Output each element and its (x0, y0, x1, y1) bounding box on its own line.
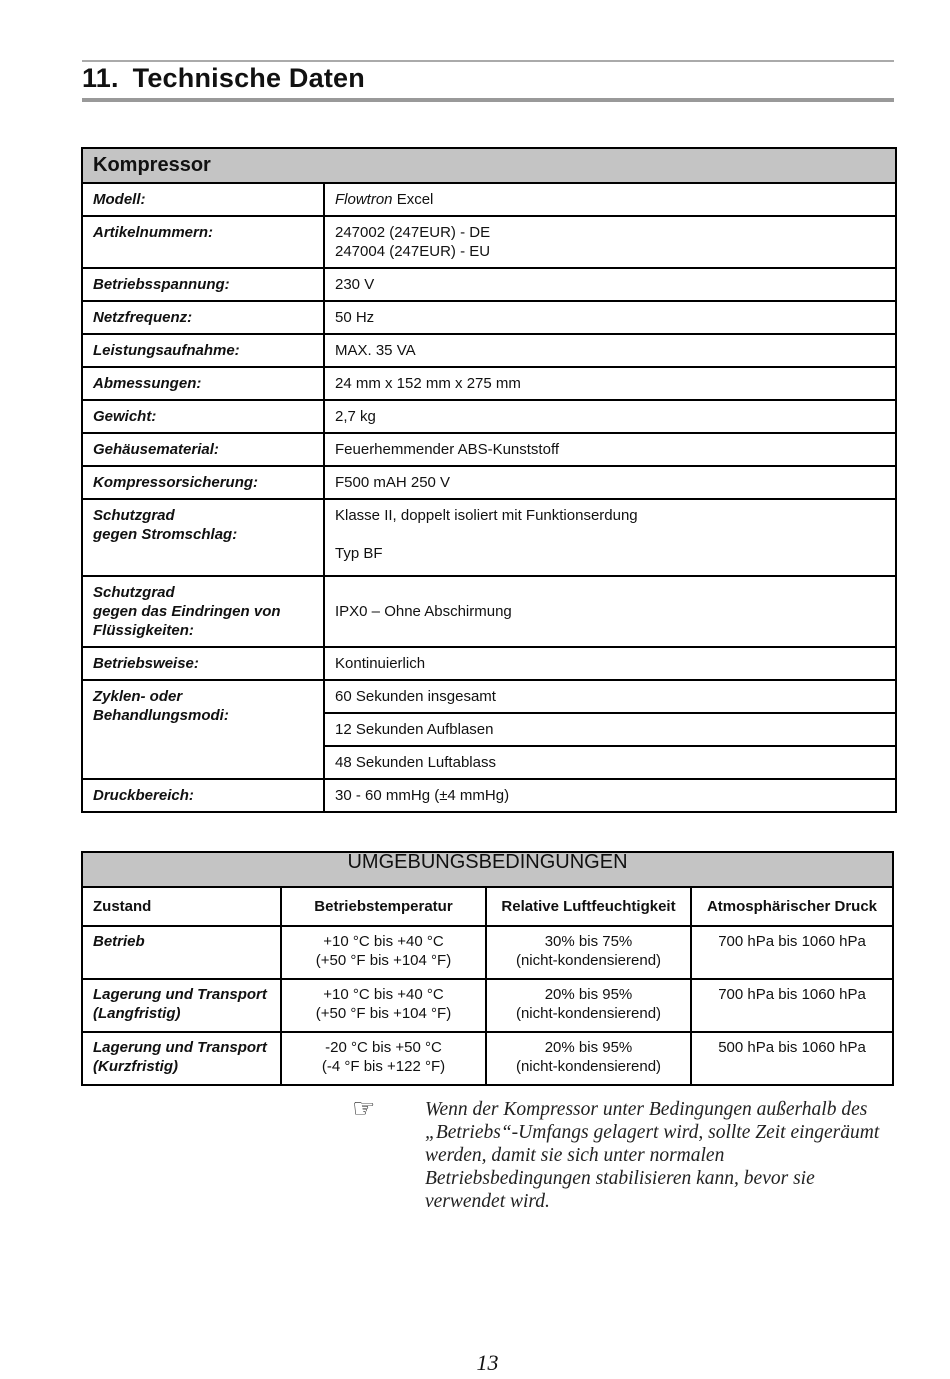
table-row (82, 334, 896, 367)
artikel-label: Artikelnummern: (82, 216, 324, 268)
feuchtigkeit-range: 20% bis 95% (544, 986, 633, 1003)
schutz-fluessig-label-line: Flüssigkeiten: (93, 622, 194, 639)
leistung-value: MAX. 35 VA (324, 334, 896, 367)
schutz-strom-label-line: gegen Stromschlag: (93, 526, 238, 543)
frequenz-value: 50 Hz (324, 301, 896, 334)
feuchtigkeit-note: (nicht-kondensierend) (515, 952, 662, 969)
table-row (82, 499, 896, 576)
schutz-strom-typ: Typ BF (335, 545, 383, 562)
artikel-number-eu: 247004 (247EUR) - EU (335, 243, 491, 260)
schutz-fluessig-label (82, 576, 324, 647)
temperatur-cell (281, 1032, 486, 1085)
spannung-label: Betriebsspannung: (82, 268, 324, 301)
leistung-label: Leistungsaufnahme: (82, 334, 324, 367)
zustand-line: Lagerung und Transport (93, 986, 267, 1003)
modell-label: Modell: (82, 183, 324, 216)
page-number: 13 (476, 1350, 499, 1375)
zustand-line: Lagerung und Transport (93, 1039, 267, 1056)
gehaeuse-value: Feuerhemmender ABS-Kunststoff (324, 433, 896, 466)
zyklen-luftablass: 48 Sekunden Luftablass (324, 746, 896, 779)
table-row (82, 1032, 893, 1085)
betriebsweise-value: Kontinuierlich (324, 647, 896, 680)
temperatur-cell (281, 926, 486, 979)
temperatur-fahrenheit: (-4 °F bis +122 °F) (321, 1058, 446, 1075)
temperatur-celsius: -20 °C bis +50 °C (325, 1039, 442, 1056)
section-number: 11. (82, 63, 119, 93)
table-row (82, 979, 893, 1032)
feuchtigkeit-note: (nicht-kondensierend) (515, 1058, 662, 1075)
schutz-strom-klasse: Klasse II, doppelt isoliert mit Funktionserdung (335, 507, 638, 524)
feuchtigkeit-range: 30% bis 75% (544, 933, 633, 950)
table-row (82, 466, 896, 499)
column-header-druck: Atmosphärischer Druck (691, 887, 893, 926)
schutz-strom-value (324, 499, 896, 576)
schutz-fluessig-value: IPX0 – Ohne Abschirmung (324, 576, 896, 647)
table-row (82, 400, 896, 433)
pointing-hand-icon: ☞ (352, 1094, 376, 1124)
table-header-row (82, 887, 893, 926)
schutz-strom-label-line: Schutzgrad (93, 507, 175, 524)
zyklen-label-line: Zyklen- oder (93, 688, 183, 705)
abmessungen-label: Abmessungen: (82, 367, 324, 400)
zustand-cell (82, 979, 281, 1032)
column-header-feuchtigkeit: Relative Luftfeuchtigkeit (486, 887, 691, 926)
sicherung-label: Kompressorsicherung: (82, 466, 324, 499)
zyklen-label-line: Behandlungsmodi: (93, 707, 229, 724)
zustand-line: Betrieb (93, 933, 145, 950)
table-row (82, 268, 896, 301)
table-row (82, 301, 896, 334)
schutz-fluessig-label-line: gegen das Eindringen von (93, 603, 281, 620)
column-header-temperatur: Betriebstemperatur (281, 887, 486, 926)
zyklen-aufblasen: 12 Sekunden Aufblasen (324, 713, 896, 746)
feuchtigkeit-cell (486, 979, 691, 1032)
zyklen-gesamt: 60 Sekunden insgesamt (324, 680, 896, 713)
sicherung-value: F500 mAH 250 V (324, 466, 896, 499)
gewicht-value: 2,7 kg (324, 400, 896, 433)
artikel-value (324, 216, 896, 268)
table-row (82, 216, 896, 268)
heading-rule-top (82, 60, 894, 62)
abmessungen-value: 24 mm x 152 mm x 275 mm (324, 367, 896, 400)
table-row (82, 680, 896, 713)
table-row (82, 183, 896, 216)
druck-cell: 700 hPa bis 1060 hPa (691, 979, 893, 1032)
temperatur-celsius: +10 °C bis +40 °C (323, 986, 444, 1003)
feuchtigkeit-range: 20% bis 95% (544, 1039, 633, 1056)
kompressor-table-title: Kompressor (82, 148, 896, 183)
spannung-value: 230 V (324, 268, 896, 301)
artikel-number-de: 247002 (247EUR) - DE (335, 224, 491, 241)
druck-value: 30 - 60 mmHg (±4 mmHg) (324, 779, 896, 812)
section-heading (82, 63, 365, 94)
modell-name: Excel (392, 191, 434, 208)
druck-cell: 700 hPa bis 1060 hPa (691, 926, 893, 979)
gewicht-label: Gewicht: (82, 400, 324, 433)
table-row (82, 367, 896, 400)
table-row (82, 433, 896, 466)
schutz-fluessig-label-line: Schutzgrad (93, 584, 175, 601)
druck-label: Druckbereich: (82, 779, 324, 812)
umgebung-table-title: UMGEBUNGSBEDINGUNGEN (82, 852, 893, 887)
feuchtigkeit-cell (486, 1032, 691, 1085)
zustand-line: (Langfristig) (93, 1005, 181, 1022)
temperatur-fahrenheit: (+50 °F bis +104 °F) (315, 1005, 452, 1022)
note-text: Wenn der Kompressor unter Bedingungen außerhalb des „Betriebs“-Umfangs gelagert wird, sollte Zeit eingeräumt werden, damit sie sich unter normalen Betriebsbedingungen stabilisieren kann, bevor sie verwendet wird. (425, 1099, 880, 1212)
table-row (82, 647, 896, 680)
column-header-zustand: Zustand (82, 887, 281, 926)
heading-rule-bottom (82, 98, 894, 102)
umgebung-table (81, 851, 894, 1086)
zustand-cell (82, 1032, 281, 1085)
druck-cell: 500 hPa bis 1060 hPa (691, 1032, 893, 1085)
table-row (82, 779, 896, 812)
zustand-line: (Kurzfristig) (93, 1058, 178, 1075)
kompressor-table (81, 147, 897, 813)
schutz-strom-label (82, 499, 324, 576)
temperatur-cell (281, 979, 486, 1032)
feuchtigkeit-cell (486, 926, 691, 979)
table-row (82, 926, 893, 979)
modell-value (324, 183, 896, 216)
temperatur-celsius: +10 °C bis +40 °C (323, 933, 444, 950)
modell-brand: Flowtron (335, 191, 393, 208)
gehaeuse-label: Gehäusematerial: (82, 433, 324, 466)
section-title: Technische Daten (132, 63, 365, 93)
betriebsweise-label: Betriebsweise: (82, 647, 324, 680)
zyklen-label (82, 680, 324, 779)
temperatur-fahrenheit: (+50 °F bis +104 °F) (315, 952, 452, 969)
zustand-cell (82, 926, 281, 979)
frequenz-label: Netzfrequenz: (82, 301, 324, 334)
feuchtigkeit-note: (nicht-kondensierend) (515, 1005, 662, 1022)
table-row (82, 576, 896, 647)
